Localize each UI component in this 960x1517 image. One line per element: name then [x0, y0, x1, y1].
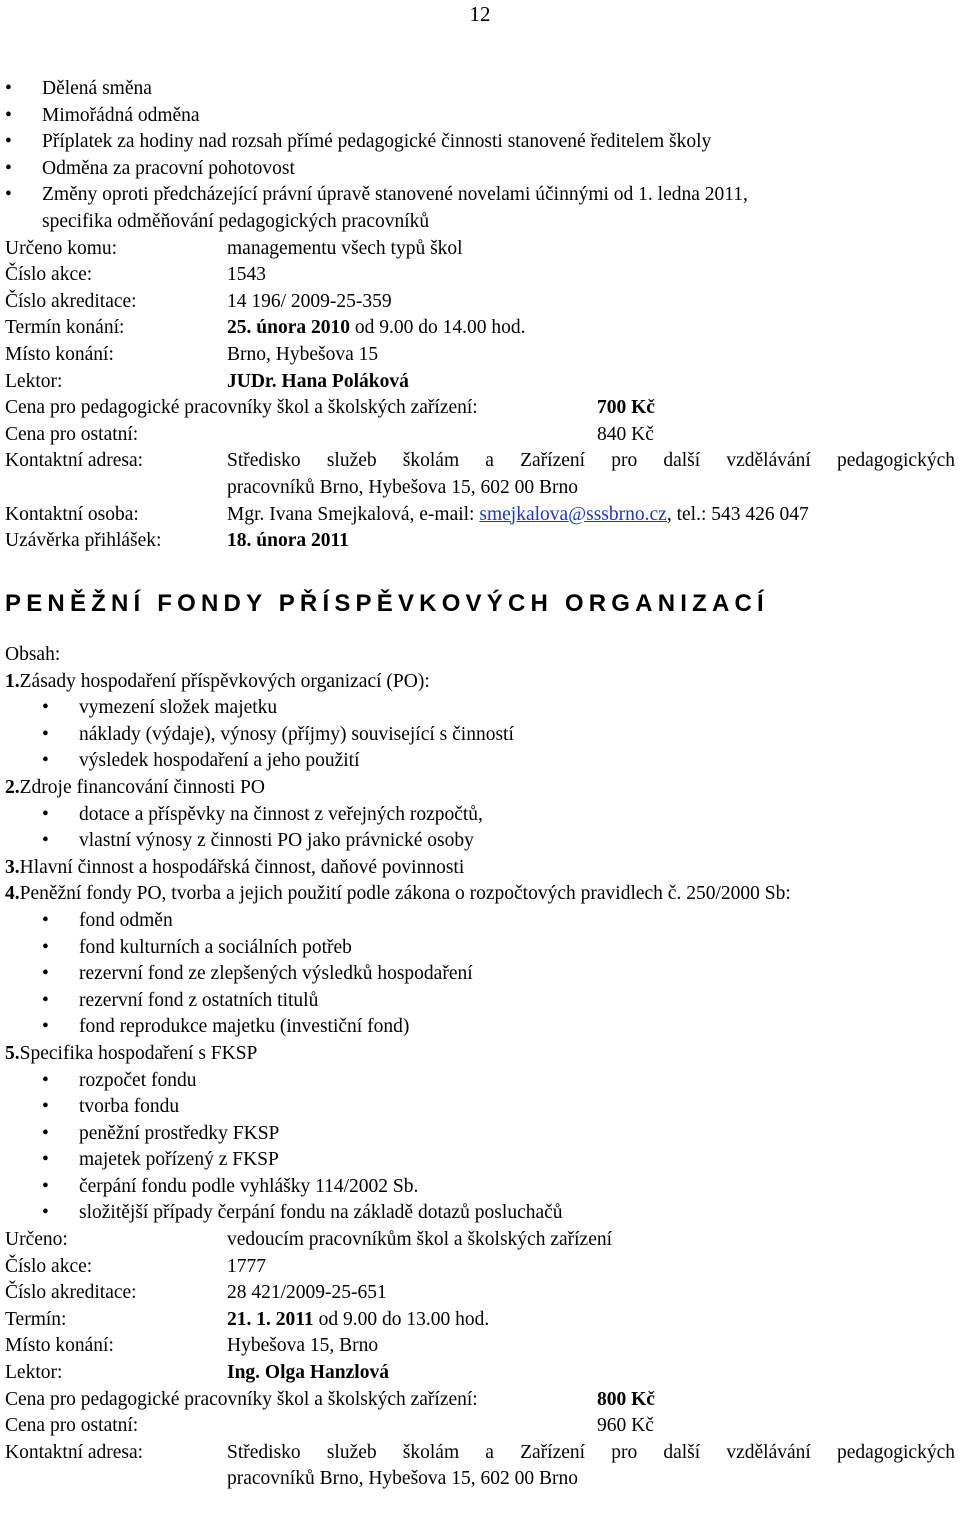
course-2-contact-row [5, 1440, 955, 1467]
deadline-value: 18. února 2011 [227, 530, 349, 552]
section-2-title: 2. Zdroje financování činnosti PO [5, 776, 265, 798]
section-heading: PENĚŽNÍ FONDY PŘÍSPĚVKOVÝCH ORGANIZACÍ [5, 590, 769, 617]
section-1-title: 1. Zásady hospodaření příspěvkových organizací (PO): [5, 670, 430, 692]
list-item: • Odměna za pracovní pohotovost [5, 156, 955, 183]
time-value: od 9.00 do 13.00 hod. [313, 1308, 490, 1330]
place-label: Místo konání: [5, 343, 114, 365]
section-3-title: 3. Hlavní činnost a hospodářská činnost, daňové povinnosti [5, 856, 465, 878]
price-other-value: 840 Kč [597, 423, 654, 445]
target-label: Určeno: [5, 1229, 68, 1251]
course-1-title-line2: specifika odměňování pedagogických pracovníků [42, 210, 430, 232]
price-other-label: Cena pro ostatní: [5, 1415, 139, 1437]
course-2-accreditation-row [5, 1280, 955, 1307]
list-item: • rozpočet fondu [5, 1068, 955, 1095]
target-value: vedoucím pracovníkům škol a školských zařízení [227, 1229, 613, 1251]
deadline-label: Uzávěrka přihlášek: [5, 530, 162, 552]
course-1-action-row [5, 262, 955, 289]
list-item: • fond kulturních a sociálních potřeb [5, 935, 955, 962]
email-link[interactable]: smejkalova@sssbrno.cz [479, 503, 667, 525]
contact-address-label: Kontaktní adresa: [5, 450, 144, 472]
course-1-title-line1: • Změny oproti předcházející právní úpravě stanovené novelami účinnými od 1. ledna 2011, [5, 182, 955, 209]
section-5-title: 5. Specifika hospodaření s FKSP [5, 1042, 258, 1064]
page-number: 12 [469, 2, 491, 26]
place-value: Brno, Hybešova 15 [227, 343, 379, 365]
course-1-price-other-row [5, 422, 955, 449]
contact-address-label: Kontaktní adresa: [5, 1441, 144, 1463]
contact-address-line1: Středisko služeb školám a Zařízení pro další vzdělávání pedagogických [227, 450, 955, 472]
list-item: • Mimořádná odměna [5, 103, 955, 130]
price-value: 700 Kč [597, 397, 655, 419]
list-item: • složitější případy čerpání fondu na základě dotazů posluchačů [5, 1200, 955, 1227]
course-2-date-row [5, 1307, 955, 1334]
course-1-accreditation-row [5, 289, 955, 316]
accreditation-value: 14 196/ 2009-25-359 [227, 290, 392, 312]
lecturer-value: JUDr. Hana Poláková [227, 370, 409, 392]
list-item: • Příplatek za hodiny nad rozsah přímé pedagogické činnosti stanovené ředitelem školy [5, 129, 955, 156]
price-other-value: 960 Kč [597, 1415, 654, 1437]
target-value: managementu všech typů škol [227, 237, 463, 259]
course-1-block [5, 76, 955, 555]
contact-person-value: Mgr. Ivana Smejkalová, e-mail: [227, 503, 480, 525]
phone-value: , tel.: 543 426 047 [666, 503, 809, 525]
course-1-contact-row [5, 448, 955, 475]
list-item: • rezervní fond ze zlepšených výsledků hospodaření [5, 961, 955, 988]
course-1-price-row [5, 395, 955, 422]
action-number-label: Číslo akce: [5, 264, 93, 286]
list-item: • rezervní fond z ostatních titulů [5, 988, 955, 1015]
date-value: 21. 1. 2011 [227, 1308, 314, 1330]
course-1-place-row [5, 342, 955, 369]
price-value: 800 Kč [597, 1388, 655, 1410]
list-item: • výsledek hospodaření a jeho použití [5, 748, 955, 775]
price-label: Cena pro pedagogické pracovníky škol a školských zařízení: [5, 397, 478, 419]
lecturer-label: Lektor: [5, 370, 63, 392]
list-item: • fond reprodukce majetku (investiční fond) [5, 1014, 955, 1041]
date-value: 25. února 2010 [227, 317, 350, 339]
course-1-target-row [5, 236, 955, 263]
course-2-price-row [5, 1387, 955, 1414]
time-value: od 9.00 do 14.00 hod. [349, 317, 526, 339]
action-number-label: Číslo akce: [5, 1255, 93, 1277]
accreditation-label: Číslo akreditace: [5, 290, 137, 312]
accreditation-value: 28 421/2009-25-651 [227, 1282, 387, 1304]
price-other-label: Cena pro ostatní: [5, 423, 139, 445]
list-item: • peněžní prostředky FKSP [5, 1121, 955, 1148]
section-4-title: 4. Peněžní fondy PO, tvorba a jejich použití podle zákona o rozpočtových pravidlech č. 250/2000 Sb: [5, 883, 791, 905]
action-number-value: 1777 [227, 1255, 266, 1277]
list-item: • dotace a příspěvky na činnost z veřejných rozpočtů, [5, 802, 955, 829]
course-2-action-row [5, 1254, 955, 1281]
list-item: • majetek pořízený z FKSP [5, 1147, 955, 1174]
course-1-date-row [5, 315, 955, 342]
lecturer-value: Ing. Olga Hanzlová [227, 1362, 389, 1384]
contact-person-label: Kontaktní osoba: [5, 503, 139, 525]
course-2-lecturer-row [5, 1360, 955, 1387]
course-2-block [5, 642, 955, 1493]
course-1-lecturer-row [5, 369, 955, 396]
list-item: • Dělená směna [5, 76, 955, 103]
list-item: • vlastní výnosy z činnosti PO jako právnické osoby [5, 828, 955, 855]
accreditation-label: Číslo akreditace: [5, 1282, 137, 1304]
place-label: Místo konání: [5, 1335, 114, 1357]
list-item: • fond odměn [5, 908, 955, 935]
list-item: • čerpání fondu podle vyhlášky 114/2002 Sb. [5, 1174, 955, 1201]
date-label: Termín konání: [5, 317, 125, 339]
place-value: Hybešova 15, Brno [227, 1335, 379, 1357]
course-1-person-row [5, 502, 955, 529]
date-label: Termín: [5, 1308, 67, 1330]
course-2-price-other-row [5, 1413, 955, 1440]
list-item: • náklady (výdaje), výnosy (příjmy) související s činností [5, 722, 955, 749]
list-item: • vymezení složek majetku [5, 695, 955, 722]
course-2-place-row [5, 1333, 955, 1360]
contact-address-line2: pracovníků Brno, Hybešova 15, 602 00 Brno [227, 1468, 578, 1490]
price-label: Cena pro pedagogické pracovníky škol a školských zařízení: [5, 1388, 478, 1410]
contact-address-line2: pracovníků Brno, Hybešova 15, 602 00 Brno [227, 476, 578, 498]
course-2-target-row [5, 1227, 955, 1254]
contact-address-line1: Středisko služeb školám a Zařízení pro další vzdělávání pedagogických [227, 1441, 955, 1463]
target-label: Určeno komu: [5, 237, 118, 259]
lecturer-label: Lektor: [5, 1362, 63, 1384]
list-item: • tvorba fondu [5, 1094, 955, 1121]
contents-label: Obsah: [5, 644, 61, 665]
course-1-deadline-row [5, 528, 955, 555]
action-number-value: 1543 [227, 264, 266, 286]
